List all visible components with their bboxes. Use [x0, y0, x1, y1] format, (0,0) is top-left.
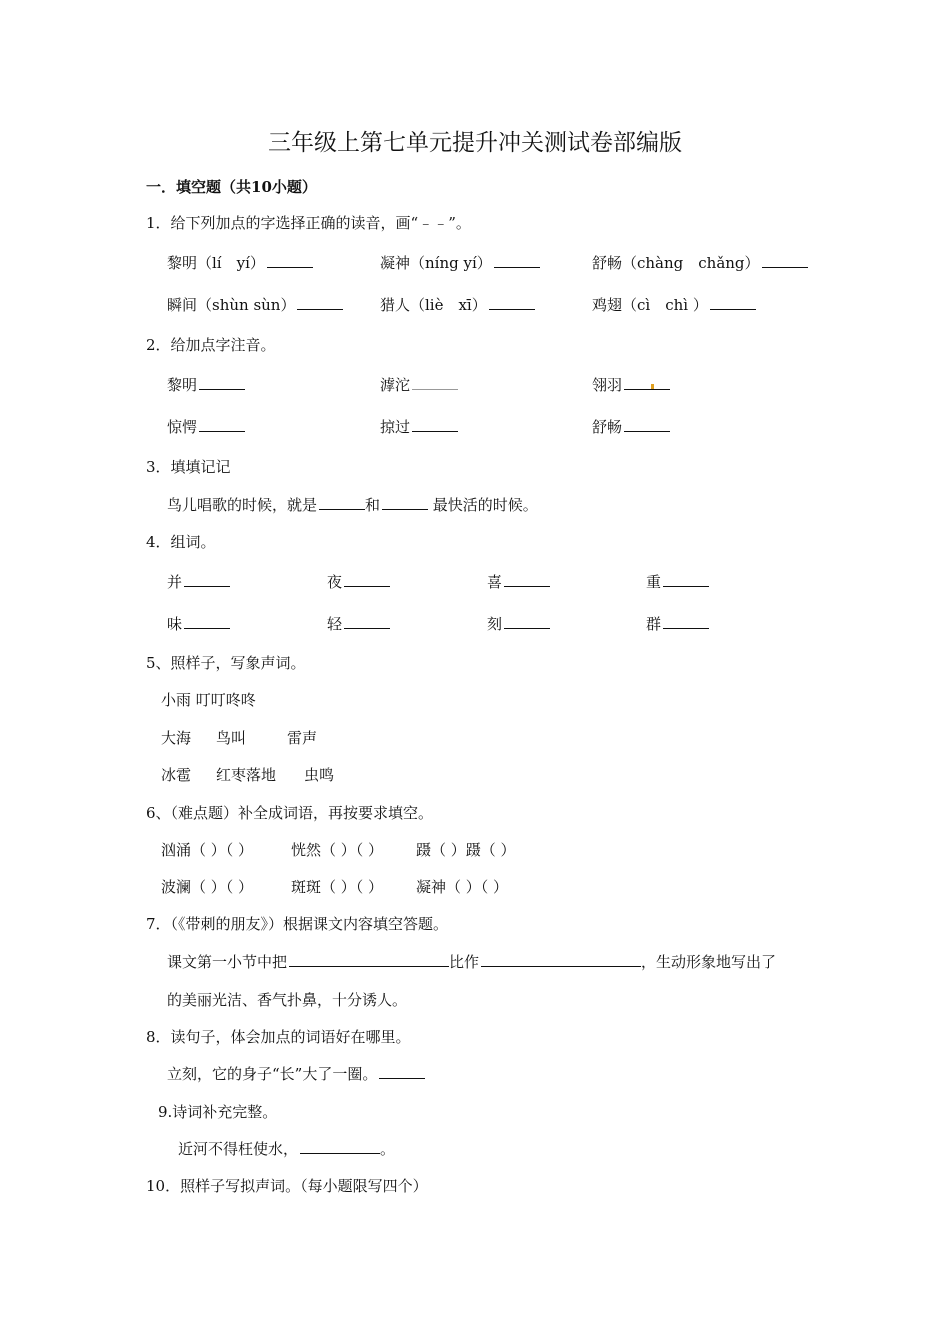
- q5-prompt: 5、照样子，写象声词。: [146, 654, 306, 672]
- answer-blank[interactable]: [412, 374, 458, 390]
- q8-prompt: 8．读句子，体会加点的词语好在哪里。: [146, 1028, 411, 1046]
- answer-blank[interactable]: [344, 613, 390, 629]
- answer-blank[interactable]: [624, 374, 670, 390]
- q5-word: 红枣落地: [216, 766, 277, 784]
- q1-item: 舒畅（chàng chǎng）: [592, 252, 808, 273]
- q6-prompt: 6、（难点题）补全成词语，再按要求填空。: [146, 804, 434, 822]
- q2-item: 黎明: [167, 374, 245, 395]
- answer-blank[interactable]: [504, 571, 550, 587]
- q5-word: 鸟叫: [216, 729, 247, 747]
- q4-item: 喜: [487, 571, 550, 592]
- q2-item: 惊愕: [167, 416, 245, 437]
- answer-blank[interactable]: [344, 571, 390, 587]
- answer-blank[interactable]: [762, 252, 808, 268]
- answer-blank[interactable]: [481, 951, 641, 967]
- q5-word: 冰雹: [161, 766, 192, 784]
- q1-item: 瞬间（shùn sùn）: [167, 294, 343, 315]
- answer-blank[interactable]: [710, 294, 756, 310]
- answer-blank[interactable]: [504, 613, 550, 629]
- answer-blank[interactable]: [184, 613, 230, 629]
- q5-word: 雷声: [287, 729, 318, 747]
- q1-item: 鸡翅（cì chì ）: [592, 294, 756, 315]
- q7-sentence: 课文第一小节中把 比作 ，生动形象地写出了: [167, 953, 777, 971]
- answer-blank[interactable]: [663, 613, 709, 629]
- q7-prompt: 7．（《带刺的朋友》）根据课文内容填空答题。: [146, 915, 449, 933]
- answer-blank[interactable]: [297, 294, 343, 310]
- q4-item: 夜: [327, 571, 390, 592]
- answer-blank[interactable]: [412, 416, 458, 432]
- answer-blank[interactable]: [319, 494, 365, 510]
- q3-sentence: 鸟儿唱歌的时候，就是 和 最快活的时候。: [167, 496, 538, 514]
- q2-item: 掠过: [380, 416, 458, 437]
- q1-item: 黎明（lí yí）: [167, 252, 313, 273]
- q4-item: 刻: [487, 613, 550, 634]
- q6-item[interactable]: 汹涌（ ）（ ）: [161, 841, 254, 859]
- q9-prompt: 9.诗词补充完整。: [158, 1103, 278, 1121]
- answer-blank[interactable]: [267, 252, 313, 268]
- q4-item: 轻: [327, 613, 390, 634]
- q2-item: 舒畅: [592, 416, 670, 437]
- q7-line2: 的美丽光洁、香气扑鼻，十分诱人。: [167, 991, 408, 1009]
- q5-example: 小雨 叮叮咚咚: [161, 691, 256, 709]
- q4-item: 群: [646, 613, 709, 634]
- q6-item[interactable]: 斑斑（ ）（ ）: [291, 878, 384, 896]
- q4-item: 重: [646, 571, 709, 592]
- answer-blank[interactable]: [624, 416, 670, 432]
- q6-item[interactable]: 恍然（ ）（ ）: [291, 841, 384, 859]
- q4-item: 味: [167, 613, 230, 634]
- q3-prompt: 3．填填记记: [146, 458, 231, 476]
- stray-mark-icon: [651, 384, 654, 389]
- q6-item[interactable]: 蹑（ ）蹑（ ）: [416, 841, 516, 859]
- q1-prompt: 1．给下列加点的字选择正确的读音，画“﹣﹣”。: [146, 214, 471, 232]
- q4-item: 并: [167, 571, 230, 592]
- q5-word: 虫鸣: [304, 766, 335, 784]
- answer-blank[interactable]: [489, 294, 535, 310]
- q4-prompt: 4．组词。: [146, 533, 216, 551]
- q8-sentence: 立刻，它的身子“长”大了一圈。: [167, 1063, 425, 1084]
- answer-blank[interactable]: [379, 1063, 425, 1079]
- answer-blank[interactable]: [184, 571, 230, 587]
- answer-blank[interactable]: [663, 571, 709, 587]
- q10-prompt: 10．照样子写拟声词。（每小题限写四个）: [146, 1177, 428, 1195]
- section-heading: 一．填空题（共10小题）: [146, 178, 317, 196]
- q2-item: 翎羽: [592, 374, 670, 395]
- q1-item: 猎人（liè xī）: [380, 294, 535, 315]
- q5-word: 大海: [161, 729, 192, 747]
- answer-blank[interactable]: [494, 252, 540, 268]
- answer-blank[interactable]: [382, 494, 428, 510]
- q2-item: 滹沱: [380, 374, 458, 395]
- answer-blank[interactable]: [199, 374, 245, 390]
- page-title: 三年级上第七单元提升冲关测试卷部编版: [268, 130, 682, 156]
- q2-prompt: 2．给加点字注音。: [146, 336, 276, 354]
- q9-sentence: 近河不得枉使水， 。: [178, 1140, 396, 1158]
- q1-item: 凝神（níng yí）: [380, 252, 540, 273]
- answer-blank[interactable]: [300, 1138, 380, 1154]
- q6-item[interactable]: 凝神（ ）（ ）: [416, 878, 509, 896]
- answer-blank[interactable]: [289, 951, 449, 967]
- answer-blank[interactable]: [199, 416, 245, 432]
- q6-item[interactable]: 波澜（ ）（ ）: [161, 878, 254, 896]
